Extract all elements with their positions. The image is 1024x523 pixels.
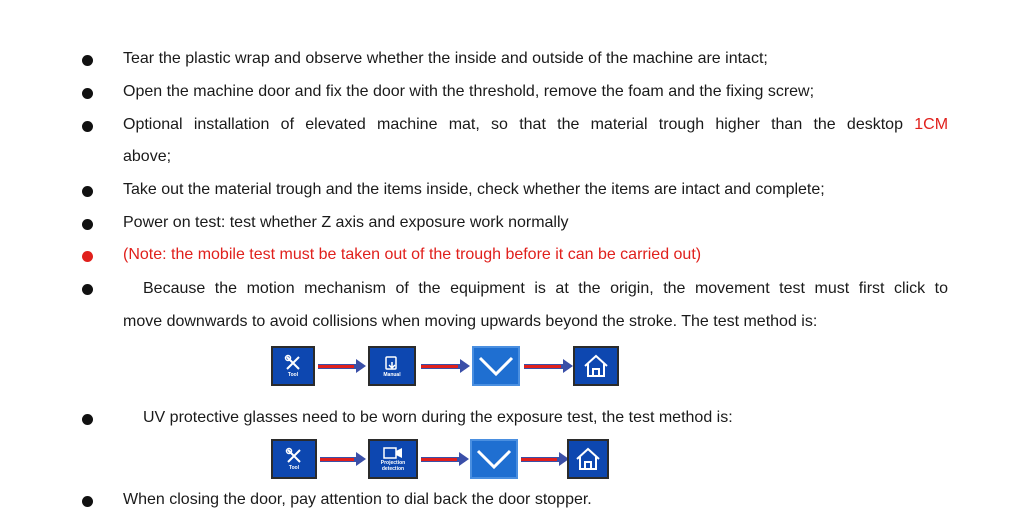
tool-caption: Tool (288, 465, 300, 471)
bullet-dot (82, 496, 93, 507)
home-icon (573, 445, 603, 473)
manual-icon (383, 354, 401, 372)
tool-icon (285, 447, 303, 465)
bullet-text (123, 115, 948, 135)
bullet-dot (82, 251, 93, 262)
arrow-icon (421, 457, 465, 462)
chevron-down-icon (474, 445, 514, 473)
home-tile[interactable] (573, 346, 619, 386)
bullet-text-continued: above; (123, 148, 172, 165)
bullet-text: Because the motion mechanism of the equipment is at the origin, the movement test must first click to (143, 280, 948, 297)
bullet-dot (82, 284, 93, 295)
bullet-dot (82, 55, 93, 66)
bullet-dot (82, 88, 93, 99)
projector-icon (382, 446, 404, 460)
arrow-icon (521, 457, 565, 462)
projection-detection-tile[interactable] (368, 439, 418, 479)
chevron-down-icon (476, 352, 516, 380)
bullet-text: UV protective glasses need to be worn during the exposure test, the test method is: (143, 409, 733, 426)
arrow-icon (320, 457, 362, 462)
manual-caption: Manual (383, 372, 401, 378)
bullet-dot (82, 186, 93, 197)
confirm-tile[interactable] (472, 346, 520, 386)
confirm-tile[interactable] (470, 439, 518, 479)
bullet-text: When closing the door, pay attention to dial back the door stopper. (123, 491, 592, 508)
manual-tile[interactable] (368, 346, 416, 386)
bullet-text: Take out the material trough and the items inside, check whether the items are intact and complete; (123, 181, 825, 198)
bullet-dot (82, 414, 93, 425)
bullet-text: Open the machine door and fix the door with the threshold, remove the foam and the fixing screw; (123, 83, 815, 100)
movement-test-flow (271, 346, 621, 390)
tool-icon (284, 354, 302, 372)
home-tile[interactable] (567, 439, 609, 479)
bullet-dot (82, 121, 93, 132)
exposure-test-flow (271, 439, 611, 483)
tool-tile[interactable] (271, 439, 317, 479)
arrow-icon (318, 364, 362, 369)
bullet-dot (82, 219, 93, 230)
projection-detection-caption: Projection detection (380, 460, 406, 472)
bullet-text: Power on test: test whether Z axis and exposure work normally (123, 214, 569, 231)
highlight-value: 1CM (914, 116, 949, 133)
arrow-icon (421, 364, 466, 369)
bullet-text: Tear the plastic wrap and observe whether the inside and outside of the machine are intact; (123, 50, 768, 67)
bullet-text-continued: move downwards to avoid collisions when moving upwards beyond the stroke. The test method is: (123, 313, 818, 330)
tool-tile[interactable] (271, 346, 315, 386)
arrow-icon (524, 364, 569, 369)
home-icon (581, 352, 611, 380)
note-text: (Note: the mobile test must be taken out of the trough before it can be carried out) (123, 246, 702, 263)
bullet-text-part: Optional installation of elevated machine mat, so that the material trough higher than the desktop (123, 116, 903, 133)
tool-caption: Tool (287, 372, 299, 378)
